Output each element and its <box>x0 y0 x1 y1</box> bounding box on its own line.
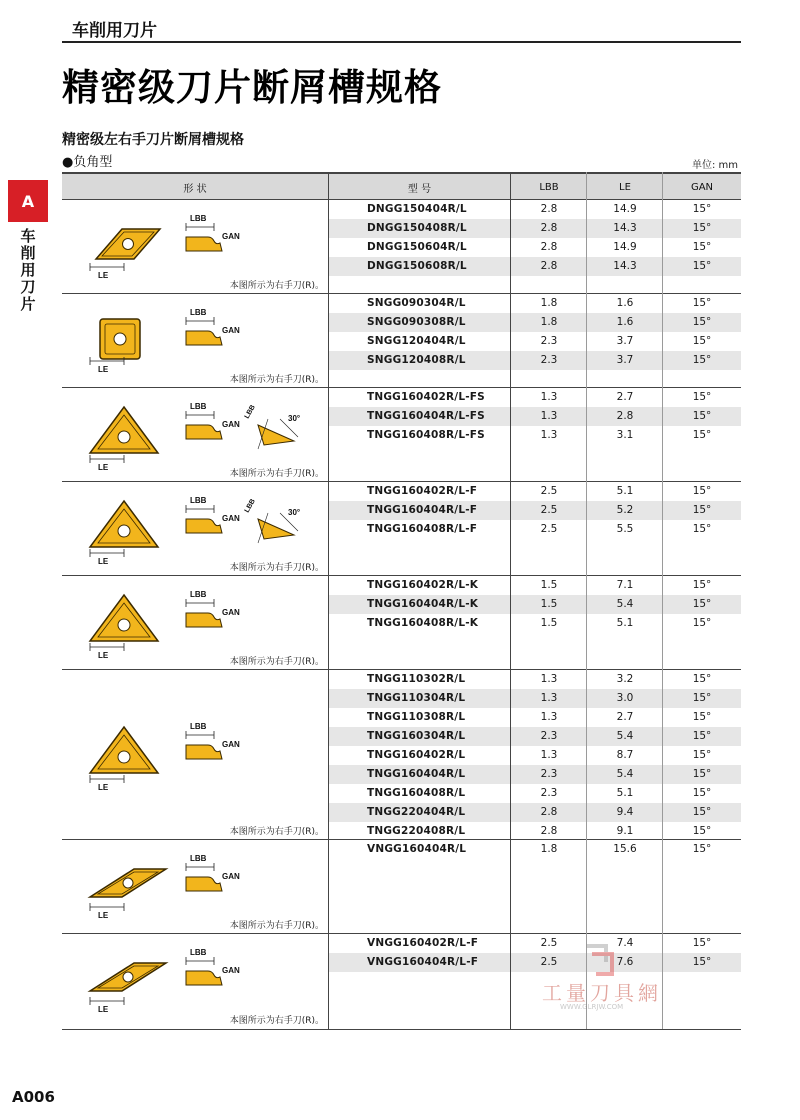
col-header-le: LE <box>619 181 631 193</box>
gan-cell: 15° <box>692 335 712 347</box>
lbb-cell: 2.3 <box>540 335 558 347</box>
lbb-cell: 2.8 <box>540 222 558 234</box>
model-cell: TNGG160408R/L-F <box>367 523 478 535</box>
le-cell: 7.1 <box>616 579 634 591</box>
model-cell: TNGG220404R/L <box>367 806 466 818</box>
gan-cell: 15° <box>692 523 712 535</box>
le-cell: 3.1 <box>616 429 634 441</box>
lbb-cell: 1.8 <box>540 316 558 328</box>
gan-cell: 15° <box>692 241 712 253</box>
gan-cell: 15° <box>692 843 712 855</box>
svg-text:GAN: GAN <box>222 514 240 523</box>
lbb-cell: 2.8 <box>540 203 558 215</box>
model-cell: TNGG160404R/L-K <box>367 598 479 610</box>
lbb-cell: 1.3 <box>540 429 558 441</box>
column-divider <box>662 172 663 1029</box>
table-row[interactable] <box>329 200 741 219</box>
lbb-cell: 2.8 <box>540 806 558 818</box>
le-cell: 5.2 <box>616 504 634 516</box>
lbb-cell: 2.8 <box>540 241 558 253</box>
gan-cell: 15° <box>692 485 712 497</box>
lbb-cell: 2.8 <box>540 825 558 837</box>
model-cell: DNGG150408R/L <box>367 222 467 234</box>
model-cell: DNGG150608R/L <box>367 260 467 272</box>
le-cell: 5.4 <box>616 598 634 610</box>
le-cell: 14.9 <box>613 241 637 253</box>
lbb-cell: 1.3 <box>540 391 558 403</box>
le-cell: 2.7 <box>616 391 634 403</box>
model-cell: VNGG160402R/L-F <box>367 937 479 949</box>
model-cell: TNGG160408R/L-FS <box>367 429 485 441</box>
le-cell: 5.1 <box>616 617 634 629</box>
le-cell: 5.1 <box>616 787 634 799</box>
gan-cell: 15° <box>692 203 712 215</box>
table-row[interactable] <box>329 727 741 746</box>
gan-cell: 15° <box>692 391 712 403</box>
svg-text:GAN: GAN <box>222 872 240 881</box>
hand-note: 本图所示为右手刀(R)。 <box>229 469 324 479</box>
shape-cell <box>62 388 328 481</box>
table-row[interactable] <box>329 482 741 501</box>
table-row[interactable] <box>329 784 741 803</box>
svg-text:LBB: LBB <box>190 214 207 223</box>
le-cell: 7.4 <box>616 937 634 949</box>
table-row[interactable] <box>329 426 741 445</box>
angle-detail <box>258 419 298 449</box>
table-row[interactable] <box>329 332 741 351</box>
le-cell: 7.6 <box>616 956 634 968</box>
lbb-cell: 2.3 <box>540 787 558 799</box>
gan-cell: 15° <box>692 579 712 591</box>
svg-text:GAN: GAN <box>222 420 240 429</box>
table-row[interactable] <box>329 746 741 765</box>
hand-note: 本图所示为右手刀(R)。 <box>229 375 324 385</box>
insert-group <box>62 200 741 294</box>
model-cell: SNGG120408R/L <box>367 354 466 366</box>
svg-text:LE: LE <box>98 1005 109 1014</box>
watermark-text: 工量刀具網 <box>542 981 662 1005</box>
le-cell: 5.1 <box>616 485 634 497</box>
gan-cell: 15° <box>692 297 712 309</box>
insert-group <box>62 294 741 388</box>
hand-note: 本图所示为右手刀(R)。 <box>229 827 324 837</box>
table-row[interactable] <box>329 257 741 276</box>
svg-text:LBB: LBB <box>190 308 207 317</box>
svg-text:LE: LE <box>98 911 109 920</box>
lbb-cell: 1.5 <box>540 598 558 610</box>
table-row[interactable] <box>329 238 741 257</box>
model-cell: TNGG110304R/L <box>367 692 466 704</box>
table-row[interactable] <box>329 803 741 822</box>
shape-cell <box>62 200 328 293</box>
lbb-cell: 1.3 <box>540 410 558 422</box>
table-row[interactable] <box>329 614 741 633</box>
model-cell: VNGG160404R/L <box>367 843 467 855</box>
unit-label: 单位: mm <box>691 160 738 171</box>
le-cell: 5.4 <box>616 730 634 742</box>
gan-cell: 15° <box>692 504 712 516</box>
column-divider <box>328 172 329 1029</box>
gan-cell: 15° <box>692 260 712 272</box>
gan-cell: 15° <box>692 429 712 441</box>
lbb-cell: 1.5 <box>540 617 558 629</box>
lbb-cell: 2.3 <box>540 354 558 366</box>
insert-shape-icon <box>96 229 160 259</box>
lbb-cell: 1.8 <box>540 297 558 309</box>
insert-group <box>62 388 741 482</box>
le-dimension <box>90 549 124 566</box>
gan-cell: 15° <box>692 787 712 799</box>
hand-note: 本图所示为右手刀(R)。 <box>229 563 324 573</box>
lbb-cell: 2.5 <box>540 956 558 968</box>
svg-text:LBB: LBB <box>190 402 207 411</box>
insert-shape-icon <box>90 727 158 773</box>
table-row[interactable] <box>329 840 741 859</box>
svg-text:GAN: GAN <box>222 740 240 749</box>
table-row[interactable] <box>329 765 741 784</box>
shape-cell <box>62 294 328 387</box>
le-cell: 14.3 <box>613 222 637 234</box>
svg-text:LBB: LBB <box>190 496 207 505</box>
model-cell: TNGG160402R/L-F <box>367 485 478 497</box>
model-cell: TNGG110302R/L <box>367 673 466 685</box>
le-cell: 9.4 <box>616 806 634 818</box>
side-tab-text: 车削用刀片 <box>20 227 36 313</box>
chipbreaker-table <box>62 172 741 1030</box>
le-cell: 9.1 <box>616 825 634 837</box>
lbb-cell: 2.3 <box>540 768 558 780</box>
model-cell: TNGG160404R/L <box>367 768 466 780</box>
svg-text:GAN: GAN <box>222 966 240 975</box>
gan-cell: 15° <box>692 354 712 366</box>
svg-text:LE: LE <box>98 463 109 472</box>
page-number: A006 <box>12 1088 55 1106</box>
gan-cell: 15° <box>692 692 712 704</box>
gan-cell: 15° <box>692 730 712 742</box>
model-cell: TNGG220408R/L <box>367 825 466 837</box>
insert-group <box>62 576 741 670</box>
svg-text:LBB: LBB <box>190 722 207 731</box>
le-cell: 8.7 <box>616 749 634 761</box>
model-cell: TNGG160404R/L-F <box>367 504 478 516</box>
svg-text:LBB: LBB <box>190 590 207 599</box>
table-row[interactable] <box>329 219 741 238</box>
svg-text:LE: LE <box>98 783 109 792</box>
insert-shape-icon <box>90 869 166 897</box>
lbb-cell: 1.3 <box>540 711 558 723</box>
le-dimension <box>90 775 124 792</box>
insert-shape-icon <box>90 595 158 641</box>
lbb-cell: 2.8 <box>540 260 558 272</box>
svg-text:LE: LE <box>98 557 109 566</box>
col-header-gan: GAN <box>690 181 714 193</box>
hand-note: 本图所示为右手刀(R)。 <box>229 657 324 667</box>
le-cell: 14.9 <box>613 203 637 215</box>
model-cell: VNGG160404R/L-F <box>367 956 479 968</box>
table-row[interactable] <box>329 576 741 595</box>
model-cell: SNGG120404R/L <box>367 335 466 347</box>
table-header <box>62 172 741 200</box>
le-cell: 3.0 <box>616 692 634 704</box>
insert-shape-icon <box>100 319 140 359</box>
insert-group <box>62 670 741 840</box>
shape-cell <box>62 576 328 669</box>
le-cell: 1.6 <box>616 297 634 309</box>
table-row[interactable] <box>329 822 741 841</box>
gan-cell: 15° <box>692 825 712 837</box>
watermark-logo-icon <box>582 944 622 978</box>
lbb-cell: 1.8 <box>540 843 558 855</box>
model-cell: SNGG090304R/L <box>367 297 466 309</box>
table-row[interactable] <box>329 351 741 370</box>
le-cell: 2.7 <box>616 711 634 723</box>
gan-cell: 15° <box>692 617 712 629</box>
table-row[interactable] <box>329 313 741 332</box>
svg-text:GAN: GAN <box>222 326 240 335</box>
svg-text:LBB: LBB <box>243 404 257 420</box>
gan-cell: 15° <box>692 316 712 328</box>
insert-shape-icon <box>90 501 158 547</box>
lbb-cell: 2.3 <box>540 730 558 742</box>
hand-note: 本图所示为右手刀(R)。 <box>229 1016 324 1026</box>
model-cell: DNGG150404R/L <box>367 203 467 215</box>
le-cell: 3.7 <box>616 335 634 347</box>
section-header: 车削用刀片 <box>72 21 157 41</box>
lbb-cell: 1.3 <box>540 692 558 704</box>
le-dimension <box>90 263 124 280</box>
lbb-cell: 1.3 <box>540 749 558 761</box>
watermark <box>536 944 706 1014</box>
svg-text:GAN: GAN <box>222 232 240 241</box>
page-title: 精密级刀片断屑槽规格 <box>62 66 442 109</box>
model-cell: SNGG090308R/L <box>367 316 466 328</box>
model-cell: DNGG150604R/L <box>367 241 467 253</box>
model-cell: TNGG160402R/L <box>367 749 466 761</box>
angle-detail <box>258 513 298 543</box>
svg-text:LBB: LBB <box>243 498 257 514</box>
table-row[interactable] <box>329 708 741 727</box>
shape-cell <box>62 482 328 575</box>
side-tab[interactable]: A <box>8 180 48 222</box>
table-row[interactable] <box>329 689 741 708</box>
gan-cell: 15° <box>692 222 712 234</box>
le-dimension <box>90 643 124 660</box>
lbb-cell: 2.5 <box>540 485 558 497</box>
svg-text:30°: 30° <box>288 508 301 517</box>
le-cell: 14.3 <box>613 260 637 272</box>
gan-cell: 15° <box>692 806 712 818</box>
model-cell: TNGG160404R/L-FS <box>367 410 485 422</box>
model-cell: TNGG160402R/L-FS <box>367 391 485 403</box>
le-cell: 3.7 <box>616 354 634 366</box>
insert-diagram <box>62 670 328 840</box>
model-cell: TNGG160402R/L-K <box>367 579 479 591</box>
shape-cell <box>62 840 328 933</box>
svg-text:30°: 30° <box>288 414 301 423</box>
le-cell: 3.2 <box>616 673 634 685</box>
le-cell: 15.6 <box>613 843 637 855</box>
model-cell: TNGG160408R/L <box>367 787 466 799</box>
col-header-lbb: LBB <box>539 181 559 193</box>
gan-cell: 15° <box>692 937 712 949</box>
le-cell: 5.4 <box>616 768 634 780</box>
column-divider <box>586 172 587 1029</box>
svg-text:LE: LE <box>98 651 109 660</box>
lbb-cell: 2.5 <box>540 504 558 516</box>
shape-cell <box>62 670 328 839</box>
table-row[interactable] <box>329 407 741 426</box>
gan-cell: 15° <box>692 711 712 723</box>
insert-shape-icon <box>90 963 166 991</box>
col-header-shape: 形 状 <box>183 183 207 195</box>
svg-text:LBB: LBB <box>190 854 207 863</box>
table-row[interactable] <box>329 670 741 689</box>
table-row[interactable] <box>329 595 741 614</box>
table-row[interactable] <box>329 501 741 520</box>
gan-cell: 15° <box>692 768 712 780</box>
model-cell: TNGG110308R/L <box>367 711 466 723</box>
type-label: ●负角型 <box>62 155 113 170</box>
watermark-url: WWW.GLRJW.COM <box>560 1003 624 1011</box>
column-divider <box>510 172 511 1029</box>
svg-text:LE: LE <box>98 271 109 280</box>
hand-note: 本图所示为右手刀(R)。 <box>229 281 324 291</box>
shape-cell <box>62 934 328 1028</box>
gan-cell: 15° <box>692 598 712 610</box>
gan-cell: 15° <box>692 749 712 761</box>
le-dimension <box>90 455 124 472</box>
lbb-cell: 2.5 <box>540 937 558 949</box>
table-row[interactable] <box>329 388 741 407</box>
table-row[interactable] <box>329 294 741 313</box>
header-rule <box>62 41 741 43</box>
insert-group <box>62 482 741 576</box>
svg-text:LBB: LBB <box>190 948 207 957</box>
le-dimension <box>90 997 124 1014</box>
insert-group <box>62 840 741 934</box>
col-header-model: 型 号 <box>407 183 432 195</box>
le-dimension <box>90 903 124 920</box>
lbb-cell: 1.5 <box>540 579 558 591</box>
svg-text:LE: LE <box>98 365 109 374</box>
gan-cell: 15° <box>692 410 712 422</box>
hand-note: 本图所示为右手刀(R)。 <box>229 921 324 931</box>
le-cell: 2.8 <box>616 410 634 422</box>
insert-shape-icon <box>90 407 158 453</box>
model-cell: TNGG160408R/L-K <box>367 617 479 629</box>
table-row[interactable] <box>329 520 741 539</box>
model-cell: TNGG160304R/L <box>367 730 466 742</box>
le-cell: 1.6 <box>616 316 634 328</box>
svg-text:GAN: GAN <box>222 608 240 617</box>
gan-cell: 15° <box>692 956 712 968</box>
lbb-cell: 1.3 <box>540 673 558 685</box>
le-cell: 5.5 <box>616 523 634 535</box>
lbb-cell: 2.5 <box>540 523 558 535</box>
gan-cell: 15° <box>692 673 712 685</box>
page-subtitle: 精密级左右手刀片断屑槽规格 <box>62 132 244 148</box>
